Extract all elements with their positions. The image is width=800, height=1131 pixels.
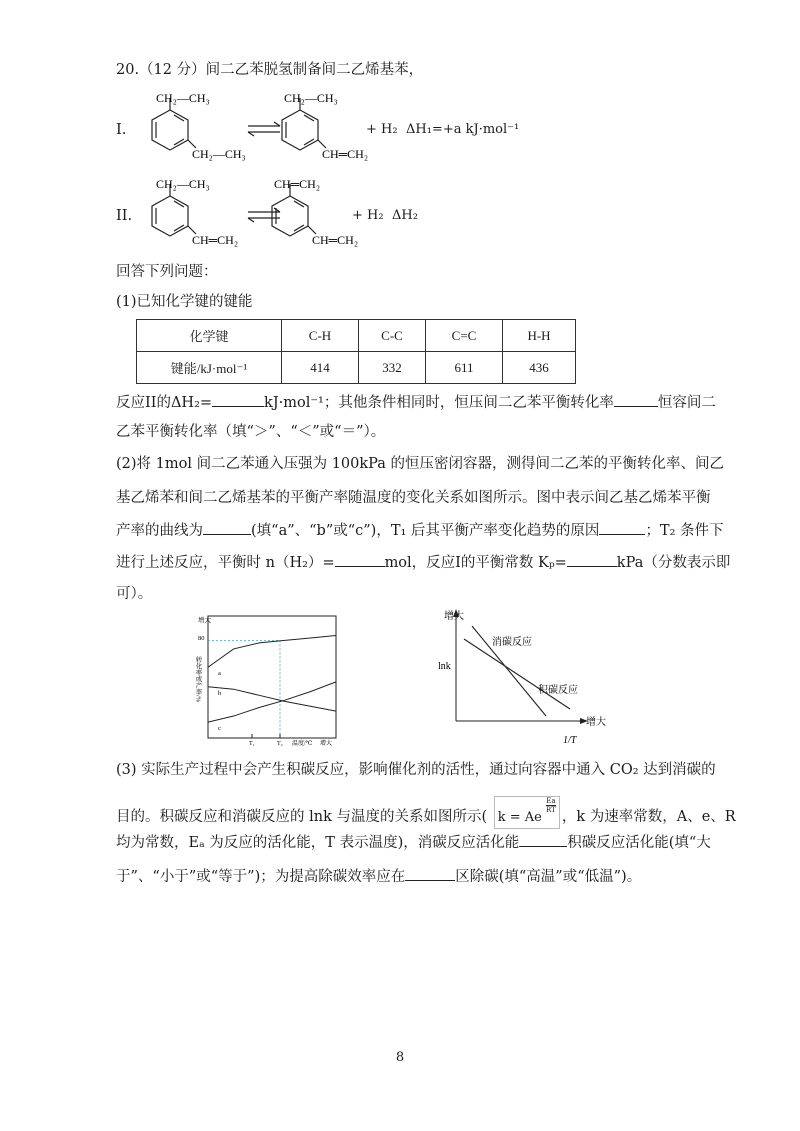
part1-title: (1)已知化学键的键能 xyxy=(116,294,253,310)
chart1-x-tick-label: T₁ xyxy=(249,741,255,746)
chart1-y-label: 转化率或产率/% xyxy=(194,656,202,703)
part2-text: ；T₂ 条件下 xyxy=(645,523,724,539)
product-I-top-group: CH₂—CH₃ xyxy=(284,91,338,105)
answer-prompt: 回答下列问题： xyxy=(116,264,218,280)
benzene-ring-reactant-II xyxy=(152,184,196,236)
question-intro: 20.（12 分）间二乙苯脱氢制备间二乙烯基苯， xyxy=(116,62,424,78)
table-cell: 414 xyxy=(282,352,359,384)
page-number: 8 xyxy=(395,1050,405,1065)
part2-text: (填“a”、“b”或“c”)，T₁ 后其平衡产率变化趋势的原因 xyxy=(251,523,600,539)
chart1-series-label-a: a xyxy=(218,670,221,678)
answer-blank-nh2[interactable] xyxy=(335,552,385,567)
part3-line1: (3) 实际生产过程中会产生积碳反应，影响催化剂的活性，通过向容器中通入 CO₂ 达到消碳的 xyxy=(116,762,716,778)
product-II-top-group: CH═CH₂ xyxy=(274,177,321,191)
chart2-x-label: 1/T xyxy=(563,735,577,746)
table-row xyxy=(137,352,576,384)
table-cell: 436 xyxy=(503,352,576,384)
benzene-ring-reactant-I xyxy=(152,98,196,150)
part2-text: mol，反应I的平衡常数 Kₚ= xyxy=(384,555,567,571)
table-cell: 611 xyxy=(426,352,503,384)
equilibrium-arrow-II xyxy=(248,208,280,222)
part3-text: 于”、“小于”或“等于”)；为提高除碳效率应在 xyxy=(116,869,406,885)
reactant-II-bottom-group: CH═CH₂ xyxy=(192,233,239,247)
bond-energy-table xyxy=(136,319,576,384)
part2-line2: 基乙烯苯和间二乙烯基苯的平衡产率随温度的变化关系如图所示。图中表示间乙基乙烯苯平衡 xyxy=(116,490,711,506)
part1-text: kJ·mol⁻¹；其他条件相同时，恒压间二乙苯平衡转化率 xyxy=(264,395,614,411)
answer-blank-curve[interactable] xyxy=(203,520,251,535)
reactant-I-top-group: CH₂—CH₃ xyxy=(156,91,210,105)
reactant-I-bottom-group: CH₂—CH₃ xyxy=(192,147,246,161)
part3-text: ，k 为速率常数，A、e、R xyxy=(561,809,736,825)
chart2-series-line-1 xyxy=(464,639,570,709)
part2-text: 进行上述反应，平衡时 n（H₂）= xyxy=(116,555,335,571)
chart-yield-vs-temperature xyxy=(180,612,352,746)
reaction-I-label: I. xyxy=(116,122,127,138)
chart1-x-label: 温度/℃ xyxy=(292,741,313,746)
formula-lhs: k = Ae xyxy=(497,810,542,825)
reactant-II-top-group: CH₂—CH₃ xyxy=(156,177,210,191)
chart1-y-top-label: 增大 xyxy=(198,617,211,624)
chart1-series-label-c: c xyxy=(218,725,221,733)
answer-blank-reason[interactable] xyxy=(599,520,645,535)
part1-line2: 乙苯平衡转化率（填“＞”、“＜”或“＝”）。 xyxy=(116,424,386,440)
reaction-I-enthalpy: ΔH₁=+a kJ·mol⁻¹ xyxy=(406,122,520,137)
formula-exp-num: Ea xyxy=(546,797,556,805)
equilibrium-arrow-I xyxy=(248,122,280,136)
formula-exponent xyxy=(546,797,556,814)
part2-text: 产率的曲线为 xyxy=(116,523,203,539)
answer-blank-dh2[interactable] xyxy=(212,392,264,407)
table-header-cell: 化学键 xyxy=(137,320,282,352)
part2-text: kPa（分数表示即 xyxy=(616,555,731,571)
part2-line5: 可）。 xyxy=(116,586,153,602)
part3-text: 积碳反应活化能(填“大 xyxy=(567,835,711,851)
part2-line4 xyxy=(116,552,730,573)
table-header-cell: H-H xyxy=(503,320,576,352)
chart2-x-arrow-label: 增大 xyxy=(586,717,606,728)
table-row-label: 键能/kJ·mol⁻¹ xyxy=(137,352,282,384)
answer-blank-temperature[interactable] xyxy=(405,866,455,881)
part1-text: 反应II的ΔH₂= xyxy=(116,395,213,411)
product-II-bottom-group: CH═CH₂ xyxy=(312,233,359,247)
part3-line4 xyxy=(116,866,641,887)
part3-text: 目的。积碳反应和消碳反应的 lnk 与温度的关系如图所示( xyxy=(116,809,488,825)
chart1-frame xyxy=(208,616,336,738)
answer-blank-compare[interactable] xyxy=(614,392,658,407)
benzene-ring-product-I xyxy=(282,98,326,150)
part1-text: 恒容间二 xyxy=(657,395,716,411)
chart1-series-label-b: b xyxy=(218,689,222,697)
answer-blank-kp[interactable] xyxy=(567,552,617,567)
table-header-cell: C-H xyxy=(282,320,359,352)
part2-line3 xyxy=(116,520,724,541)
chart2-series-label-0: 消碳反应 xyxy=(492,637,532,648)
reaction-II-h2: + H₂ xyxy=(352,208,384,223)
reaction-II-label: II. xyxy=(116,208,133,224)
chart1-x-tick-label: T₂ xyxy=(277,741,283,746)
reaction-II-enthalpy: ΔH₂ xyxy=(392,208,418,223)
part1-line1 xyxy=(116,392,716,413)
table-cell: 332 xyxy=(359,352,426,384)
reaction-II-structures xyxy=(130,174,510,264)
part3-text: 区除碳(填“高温”或“低温”)。 xyxy=(455,869,642,885)
chart1-series-line-b xyxy=(208,687,336,711)
chart2-y-top-label: 增大 xyxy=(444,611,464,622)
answer-blank-activation[interactable] xyxy=(519,832,567,847)
part3-text: 均为常数，Eₐ 为反应的活化能，T 表示温度)，消碳反应活化能 xyxy=(116,835,520,851)
formula-exp-den: RT xyxy=(546,806,556,814)
reaction-I-h2: + H₂ xyxy=(366,122,398,137)
chart1-y-ref-label: 80 xyxy=(198,635,205,642)
product-I-bottom-group: CH═CH₂ xyxy=(322,147,369,161)
table-header-row xyxy=(137,320,576,352)
part3-line3 xyxy=(116,832,711,853)
table-header-cell: C-C xyxy=(359,320,426,352)
part2-line1: (2)将 1mol 间二乙苯通入压强为 100kPa 的恒压密闭容器，测得间二乙苯的平衡转化率、间乙 xyxy=(116,456,725,472)
chart-lnk-vs-inverse-t xyxy=(420,605,620,750)
table-header-cell: C=C xyxy=(426,320,503,352)
part3-line2 xyxy=(116,796,736,829)
chart1-series-line-c xyxy=(208,682,336,722)
benzene-ring-product-II xyxy=(272,184,316,236)
chart2-series-label-1: 积碳反应 xyxy=(538,685,578,696)
arrhenius-formula xyxy=(494,796,560,829)
chart2-y-label: lnk xyxy=(438,661,451,672)
chart1-x-arrow-label: 增大 xyxy=(320,741,333,746)
